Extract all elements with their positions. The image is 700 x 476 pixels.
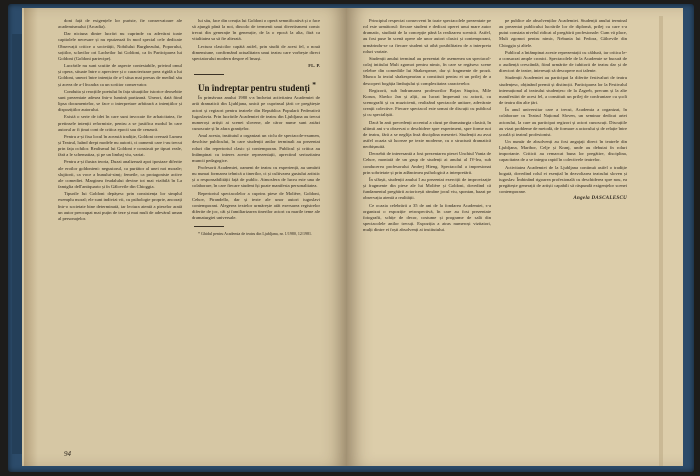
footnote-divider <box>194 226 224 227</box>
left-page-column-2 <box>192 18 320 444</box>
article-heading-text: Un îndreptar pentru studenți <box>198 83 310 94</box>
paragraph: Deosebit de interesantă a fost prezentarea piesei Unchiul Vania de Cehov, montată de un grup de studenți ai anului al IV-lea, sub conducerea profesorului Andrej Hieng. Spectacolul a impresionat prin sobrietate și prin adâncimea psihologică a interpretării. <box>363 151 491 175</box>
paragraph: Studenții anului terminal au prezentat de asemenea un spectacol-colaj intitulat Mult zgomot pentru nimic, în care se regăsesc scene celebre din comediile lui Shakespeare, dar și fragmente de proză. Munca la textul shakespearian a constituit pentru ei un prilej de a descoperi bogăția limbajului și complexitatea caracterelor. <box>363 55 491 86</box>
footnote-marker: * <box>312 80 316 90</box>
binding-edge <box>659 16 663 466</box>
right-page <box>347 8 683 466</box>
article-heading <box>192 79 320 94</box>
paragraph: În anul universitar care a trecut, Academia a organizat, în colaborare cu Teatrul Național Sloven, un seminar dedicat artei actorului, la care au participat regizori și actori cunoscuți. Discuțiile au vizat probleme de metodă, de formare a actorului și de relație între școală și teatrul profesionist. <box>499 107 627 137</box>
paragraph: Studenții Academiei au participat la diferite festivaluri de teatru studențesc, obținând premii și distincții. Participarea lor la Festivalul internațional al teatrului studențesc de la Zagreb, precum și la alte manifestări de acest fel, a constituit un prilej de confruntare cu școli de teatru din alte țări. <box>499 75 627 106</box>
paragraph: Există o serie de idei în care sunt invocate fie arhaicitatea, fie pretinsele intenții reformiste, pentru a se justifica modul în care autorul ar fi ținut cont de critica epocii sau de cenzură. <box>58 114 182 132</box>
paragraph: Anul acesta, institutul a organizat un ciclu de spectacole-examen, deschise publicului, în care studenții anilor terminali au prezentat roluri din repertoriul clasic și contemporan. Publicul și critica au întâmpinat cu interes aceste reprezentații, apreciind seriozitatea muncii pedagogice. <box>192 133 320 163</box>
paragraph: Lucrările nu sunt scutite de aspecte contestabile, privind omul și opera, situate între o apreciere și o caracterizare prea rigidă a lui Goldoni, uneori între intenția de a-l situa mai presus de mediul său și aceea de a-l încadra ca un scriitor conservator. <box>58 63 182 87</box>
paragraph: În sfârșit, studenții anului I au prezentat exerciții de improvizație și fragmente din piese ale lui Molière și Goldoni, dovedind că fundamentul pregătirii actoricești rămâne jocul viu, spontan, bazat pe observația atentă a realității. <box>363 176 491 201</box>
paragraph: Repertoriul spectacolelor a cuprins piese de Molière, Goldoni, Cehov, Pirandello, dar și texte ale unor autori iugoslavi contemporani. Alegerea textelor urmărește atât exersarea registrelor diferite de joc, cât și familiarizarea tinerilor actori cu marile teme ale dramaturgiei universale. <box>192 190 320 221</box>
cover-edge <box>12 34 22 454</box>
left-page-column-1 <box>58 18 182 444</box>
paragraph: Dacă în anii precedenți accentul a căzut pe dramaturgia clasică, în ultimii ani s-a observat o deschidere spre experiment, spre forme noi de teatru, fără a se neglija însă disciplina meseriei. Studenții au avut astfel ocazia să lucreze pe texte moderne, cu o structură dramatică neobișnuită. <box>363 119 491 150</box>
left-page <box>22 8 347 466</box>
paragraph: Publicul a întâmpinat aceste reprezentații cu căldură, iar critica le-a consacrat ample cronici. Spectacolele de la Academie se bucură de o audiență crescândă, fiind urmărite de iubitorii de teatru dar și de directori de teatre, interesați să descopere noi talente. <box>499 49 627 74</box>
paragraph: pe publice ale absolvenților Academiei. Studenții anului terminal au prezentat publicului lucrările lor de diplomă, prilej cu care s-a putut constata nivelul ridicat al pregătirii profesionale: Cum vă place, Mult zgomot pentru nimic, Nebunia lui Fedora, Gâlcevile din Chioggia și altele. <box>499 18 627 48</box>
paragraph: Activitatea Academiei de la Ljubljana continuă astfel o tradiție bogată, dovedind rolul ei esențial în dezvoltarea teatrului sloven și iugoslav. Îmbinând rigoarea profesională cu deschiderea spre nou, ea pregătește generații de artiști capabili să răspundă exigențelor scenei contemporane. <box>499 164 627 195</box>
paragraph: Profesorii Academiei, oameni de teatru cu experiență, au urmărit nu numai formarea tehnică a tinerilor, ci și cultivarea gustului artistic și a responsabilității față de public. Atmosfera de lucru este una de colaborare, în care fiecare student își poate manifesta personalitatea. <box>192 164 320 189</box>
paragraph: Regizorii, sub îndrumarea profesorilor Bojan Stupica, Mile Korun, Slavko Jan și alții, au lucrat împreună cu actorii, cu scenografii și cu muzicienii, realizând spectacole unitare, adevărate creații colective. Fiecare spectacol este urmat de discuții cu publicul și cu specialiștii. <box>363 87 491 118</box>
paragraph: doni față de exigențele lor puriste, fie conservatoare ale academismului (Arcadia). <box>58 18 182 30</box>
right-page-column-1 <box>363 18 491 446</box>
paragraph: Principiul respectat consecvent în toate spectacolele prezentate pe rol este următorul: fiecare student e dedicat operei unui mare autor dramatic, studiată de la concepție până la realizarea scenică. Astfel, au fost puse în scenă opere ale unor autori clasici și contemporani, urmărindu-se ca fiecare student să aibă posibilitatea de a interpreta roluri variate. <box>363 18 491 54</box>
paragraph: Conduita și reacțiile poetului în fața situațiilor istorice deosebite sunt prezentate adesea într-o lumină partizană. Uneori, dată fiind lipsa documentelor, se face o interpretare arbitrară a intențiilor și dispozițiilor autorului. <box>58 88 182 113</box>
paragraph: Dar niciuna dintre lucrări nu cuprinde cu adevărat toate capitolele necesare și nu epuizează în mod special cele dedicate Observații critice a societății, Nobilului Burghezului, Poporului, soțiilor, sclavilor ori Lacheilor lui Goldoni, ca în Participarea lui Goldoni (Goldoni partecipe). <box>58 31 182 61</box>
paragraph: În primăvara anului 1980 s-a încheiat activitatea Academiei de artă dramatică din Ljubljana, unică pe cuprinsul țării ce pregătește actori și regizori pentru teatrele din Republica Populară Federativă Iugoslavia. Prin lucrările Academiei de teatru din Ljubljana au trecut numeroși artiști ai scenei slovene, ale căror nume sunt astăzi cunoscute și în afara granițelor. <box>192 95 320 132</box>
paragraph: Un număr de absolvenți au fost angajați direct în teatrele din Ljubljana, Maribor, Celje și Kranj, unde au debutat în roluri importante. Criticii au remarcat buna lor pregătire, disciplina, capacitatea de a se integra rapid în colectivele teatrelor. <box>499 138 627 163</box>
page-number: 94 <box>64 450 71 458</box>
paragraph: Lectura clasicilor capătă astfel, prin studii de acest fel, o nouă dimensiune, confirmând actualitatea unui teatru care vorbește direct spectatorului modern despre el însuși. <box>192 43 320 61</box>
footnote: * Ghidul pentru Academia de teatru din Ljubljana, nr. 1/1980, 12/1981. <box>198 231 312 237</box>
author-initials: FL. P. <box>308 63 320 69</box>
paragraph: Pentru a-și ilustra teoria, Duzzi analizează apoi ipostaze diferite ale eroilor goldonieni: negustorul, ca purtător al unei noi morale; slujitorii, ca voce a bunului-simț; femeile, ca protagoniste active ale comediei. Marginea feudalului devine tot mai vizibilă în La famiglia dell'antiquario și în Gâlcevile din Chioggia. <box>58 159 182 190</box>
section-divider <box>194 74 224 75</box>
page-edge-shadow <box>24 8 38 466</box>
paragraph: Pentru a-și fixa locul în această tradiție, Goldoni creează Lumea și Teatrul, luând drept modele nu autorii, ci oamenii care i-au trecut prin fața ochilor. Realismul lui Goldoni e construit pe tipuri reale, fără a le schematiza, și pe un limbaj viu, variat. <box>58 133 182 158</box>
paragraph: lui său, face din creația lui Goldoni o operă semnificativă și o face să ajungă până la noi, dincolo de termenii unui divertisment comic trecut din generație în generație, de la o epocă la alta, fără ca vitalitatea sa să fie alterată. <box>192 18 320 42</box>
right-page-column-2 <box>499 18 627 436</box>
paragraph: Tipurile Iui Goldoni depășesc prin consistența lor simplul exemplu moral; ele sunt indivizi vii, cu psihologie proprie, ancorați într-o societate bine determinată, iar lectura atentă a pieselor arată un autor preocupat mai puțin de teze și mai mult de adevărul uman al personajelor. <box>58 191 182 221</box>
author-signature: Angela DASCALESCU <box>573 196 627 202</box>
paragraph: Ce ocazia celebrării a 35 de ani de la fondarea Academiei, s-a organizat o expoziție retrospectivă, în care au fost prezentate fotografii, schițe de decor, costume și programe de sală din spectacolele anilor trecuți. Expoziția a atras numeroși vizitatori, mulți dintre ei foști absolvenți ai institutului. <box>363 202 491 233</box>
